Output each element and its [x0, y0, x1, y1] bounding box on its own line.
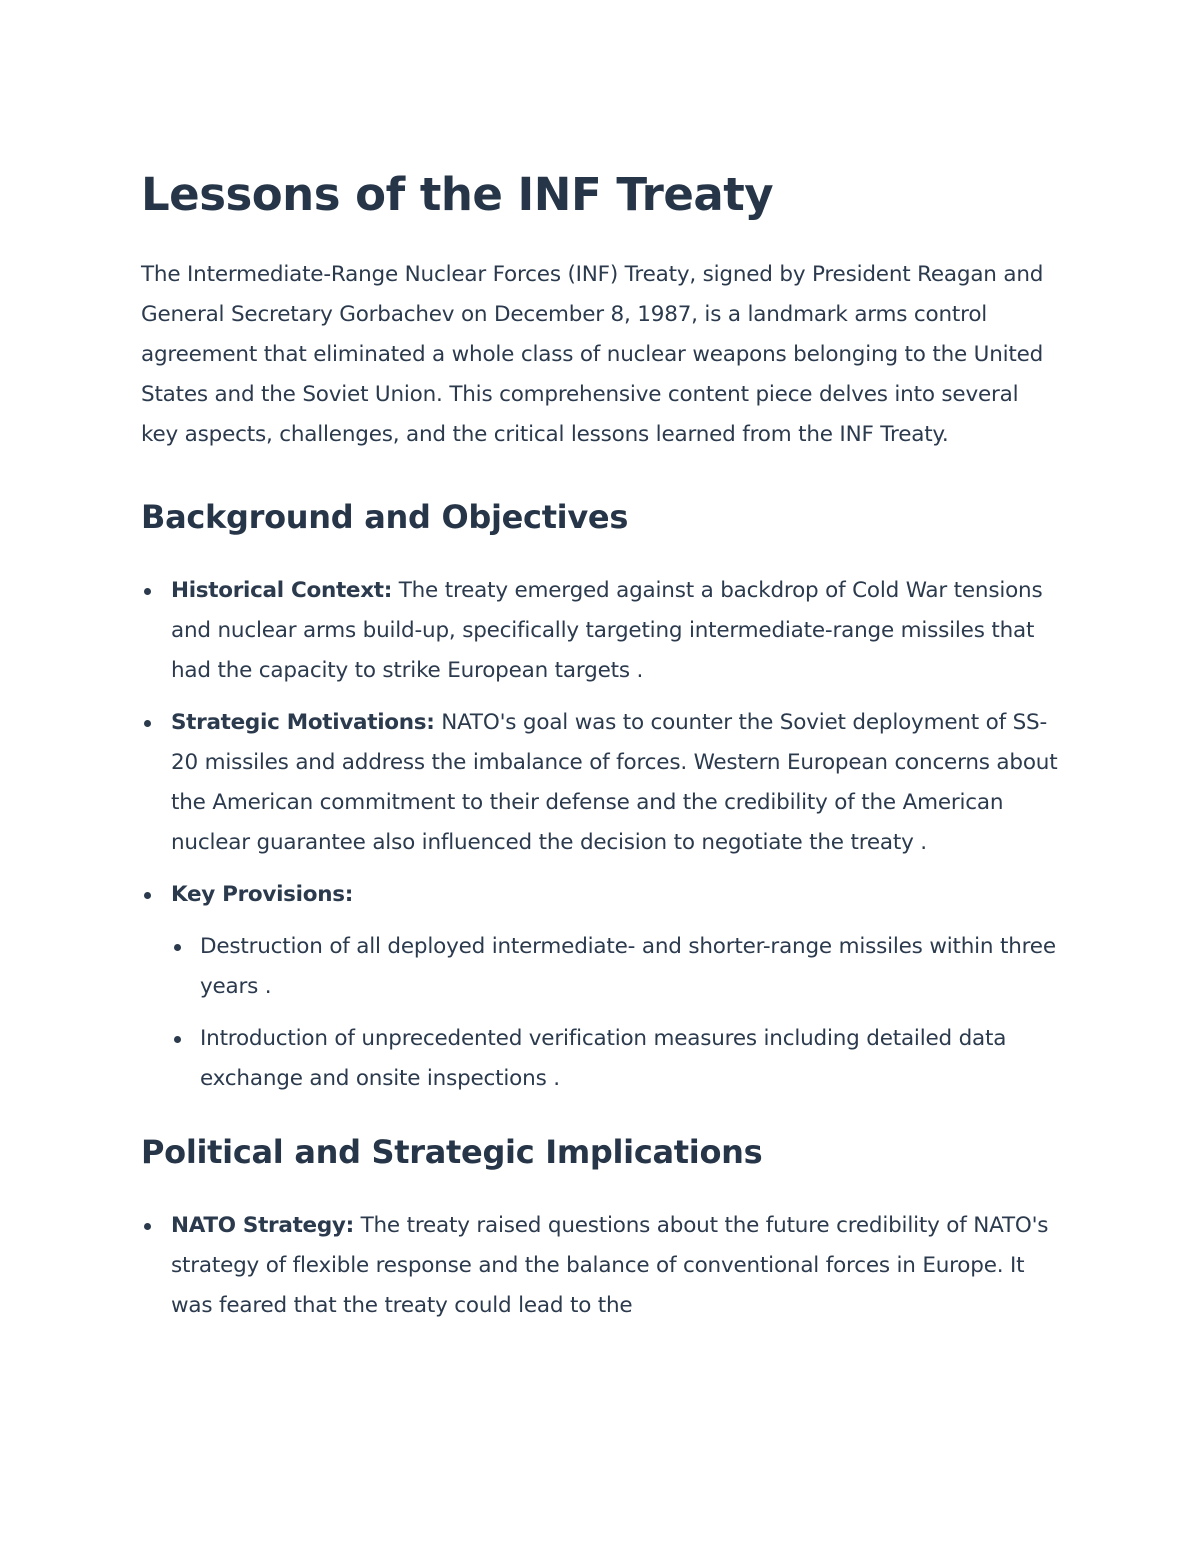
- section-heading-political: Political and Strategic Implications: [141, 1133, 763, 1171]
- list-item-term: Strategic Motivations:: [171, 710, 435, 735]
- sublist-item-destruction: Destruction of all deployed intermediate- and shorter-range missiles within three years .: [171, 927, 1061, 1007]
- list-item-term: Historical Context:: [171, 578, 393, 603]
- political-list: [141, 1206, 1061, 1326]
- list-item-text: NATO's goal was to counter the Soviet deployment of SS-20 missiles and address the imbalance of forces. Western European concerns about the American commitment to their defense and the credibility of the American nuclear guarantee also influenced the decision to negotiate the treaty .: [171, 710, 1058, 855]
- background-list: [141, 571, 1061, 1099]
- page-title: Lessons of the INF Treaty: [141, 168, 774, 221]
- list-item-historical-context: [141, 571, 1061, 691]
- list-item-term: NATO Strategy:: [171, 1213, 354, 1238]
- key-provisions-sublist: [171, 927, 1061, 1099]
- list-item-term: Key Provisions:: [171, 882, 354, 907]
- list-item-key-provisions: [141, 875, 1061, 1099]
- list-item-text: The treaty emerged against a backdrop of Cold War tensions and nuclear arms build-up, specifically targeting intermediate-range missiles that had the capacity to strike European targets .: [171, 578, 1043, 683]
- sublist-item-verification: Introduction of unprecedented verification measures including detailed data exchange and onsite inspections .: [171, 1019, 1061, 1099]
- document-page: [141, 166, 1061, 1338]
- list-item-nato-strategy: [141, 1206, 1061, 1326]
- section-heading-background: Background and Objectives: [141, 498, 629, 536]
- list-item-text: The treaty raised questions about the future credibility of NATO's strategy of flexible response and the balance of conventional forces in Europe. It was feared that the treaty could lead to the: [171, 1213, 1049, 1318]
- intro-paragraph: The Intermediate-Range Nuclear Forces (INF) Treaty, signed by President Reagan and General Secretary Gorbachev on December 8, 1987, is a landmark arms control agreement that eliminated a whole class of nuclear weapons belonging to the United States and the Soviet Union. This comprehensive content piece delves into several key aspects, challenges, and the critical lessons learned from the INF Treaty.: [141, 262, 1044, 447]
- list-item-strategic-motivations: [141, 703, 1061, 863]
